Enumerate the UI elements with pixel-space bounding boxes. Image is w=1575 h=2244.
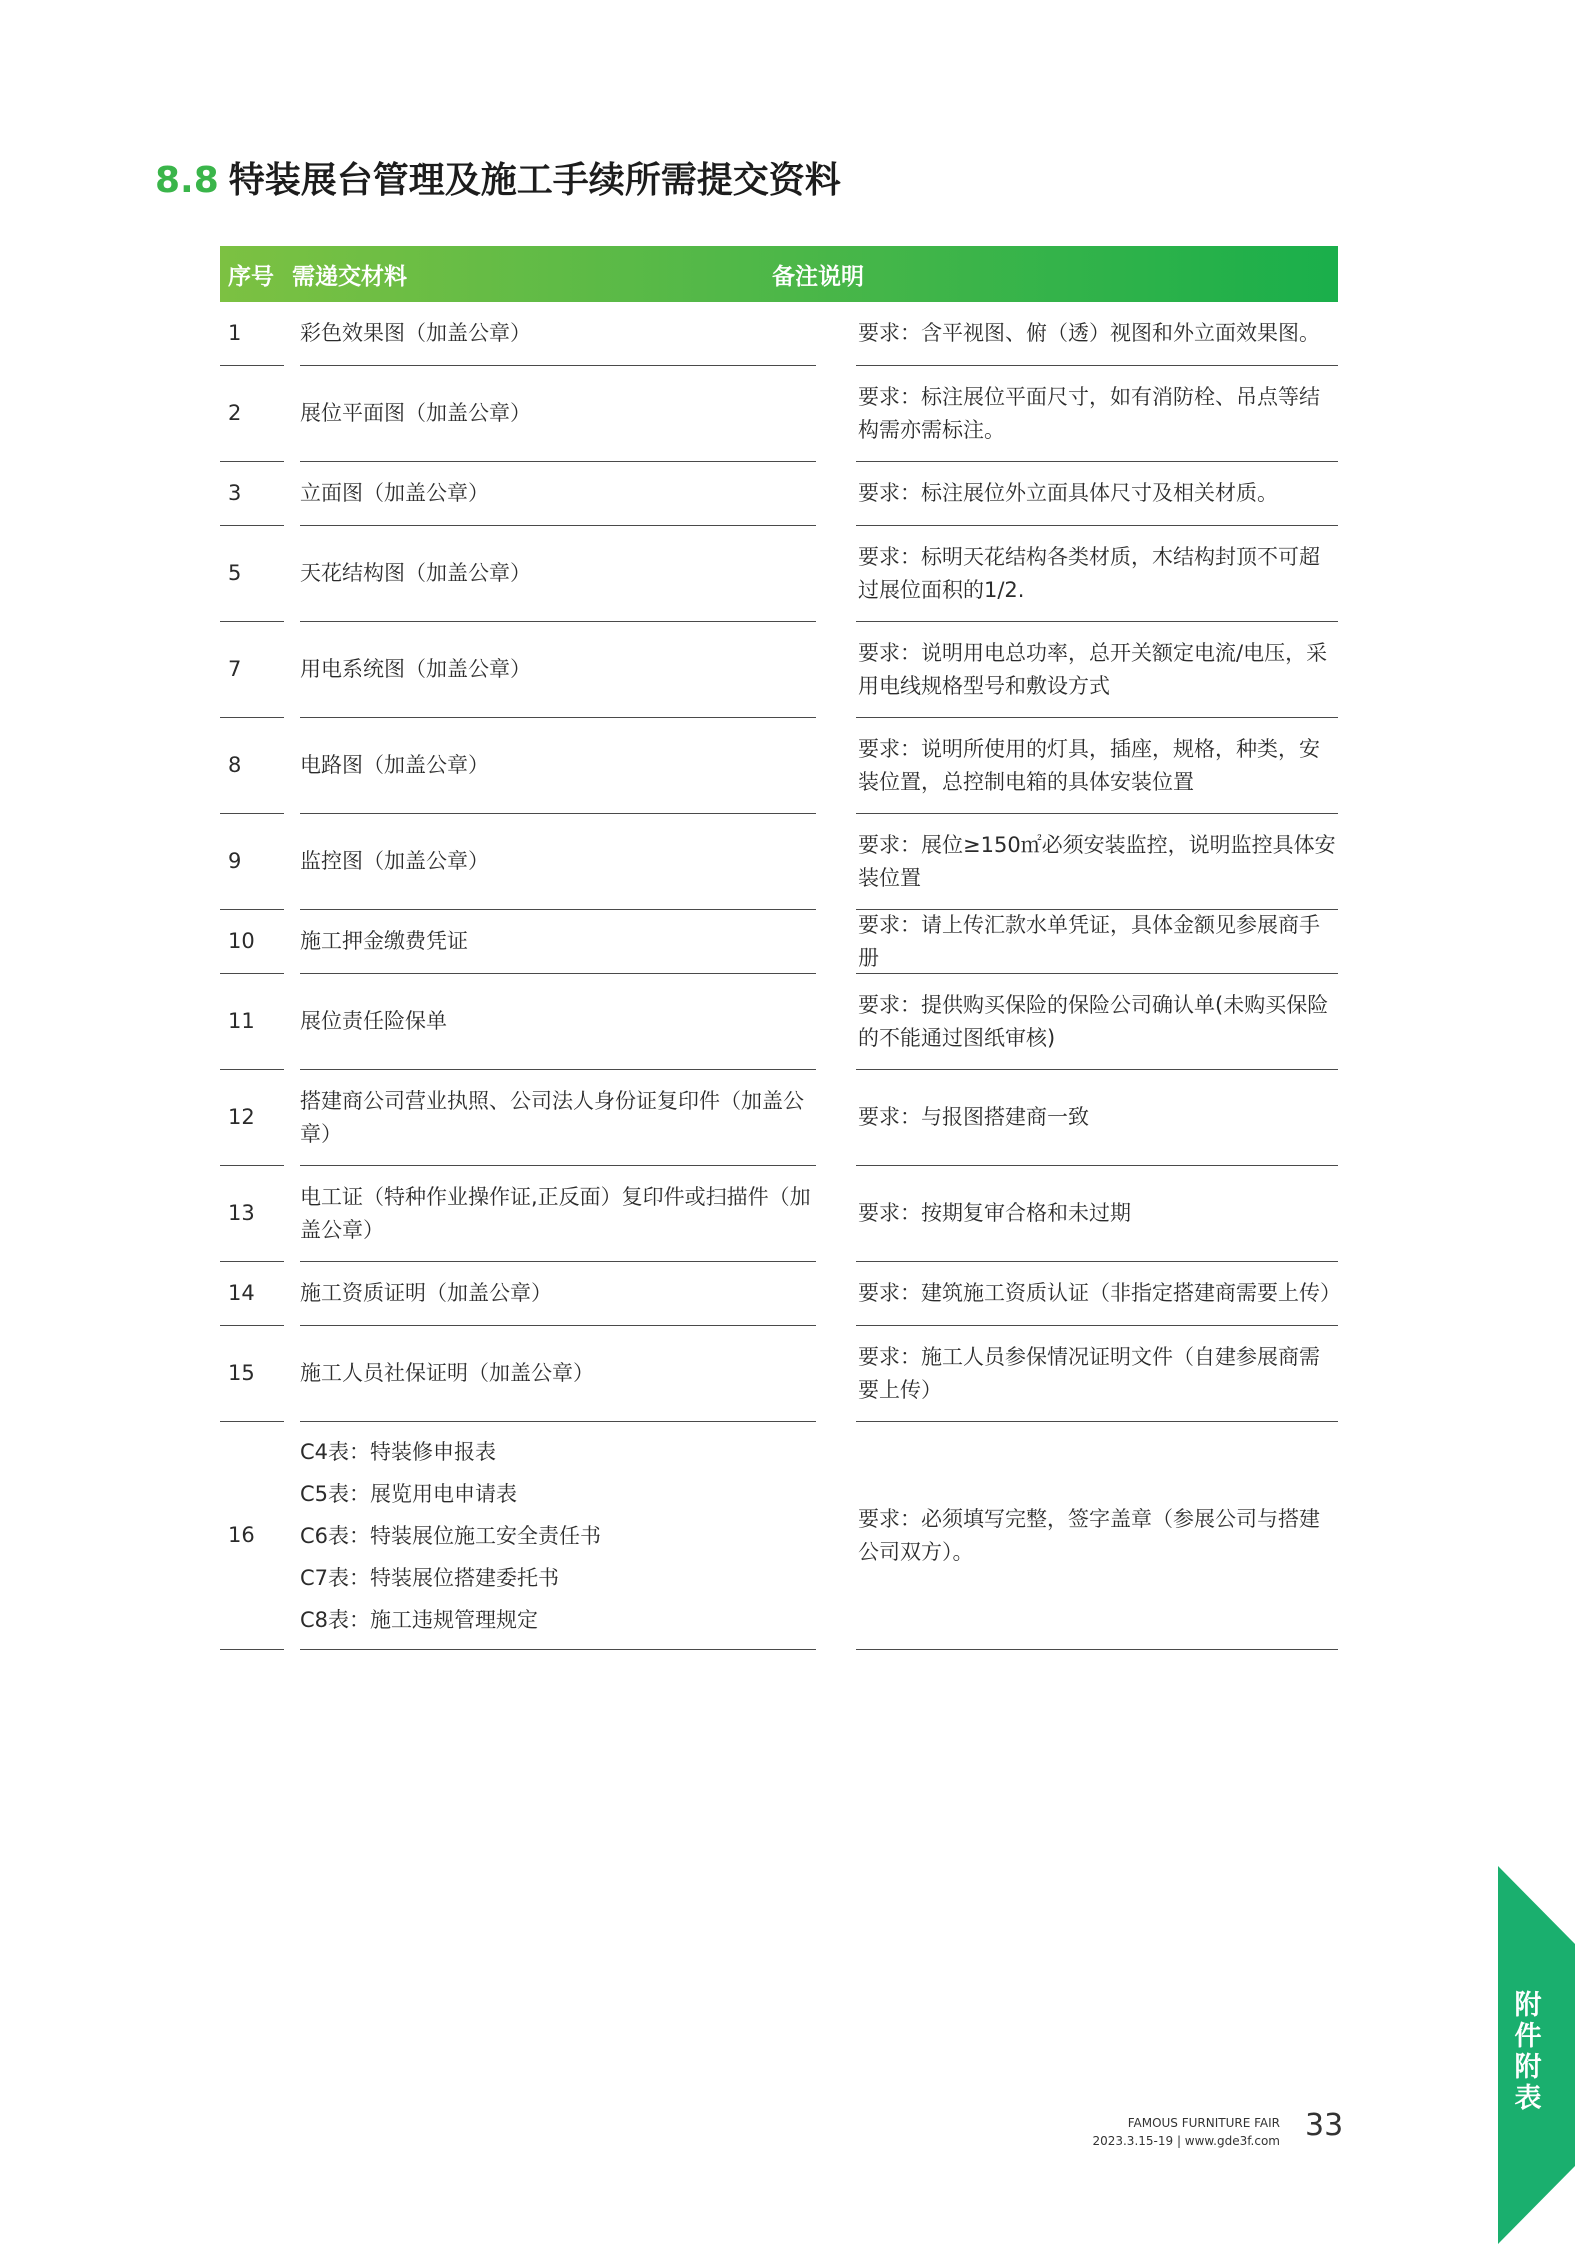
row-note: 要求：标注展位外立面具体尺寸及相关材质。: [856, 462, 1338, 526]
row-note: 要求：说明用电总功率，总开关额定电流/电压，采用电线规格型号和敷设方式: [856, 622, 1338, 718]
row-note: 要求：标注展位平面尺寸，如有消防栓、吊点等结构需亦需标注。: [856, 366, 1338, 462]
row-note: 要求：按期复审合格和未过期: [856, 1166, 1338, 1262]
table-row: [220, 1326, 1338, 1422]
table-row: [220, 1166, 1338, 1262]
table-header: [220, 246, 1338, 302]
table-row: [220, 366, 1338, 462]
row-number: 3: [220, 462, 284, 526]
header-no: 序号: [228, 263, 274, 290]
row-material: 电路图（加盖公章）: [300, 718, 816, 814]
row-number: 12: [220, 1070, 284, 1166]
table-row: [220, 622, 1338, 718]
row-number: 8: [220, 718, 284, 814]
form-list-item: C7表：特装展位搭建委托书: [300, 1565, 560, 1590]
row-number: 10: [220, 910, 284, 974]
table-row: [220, 526, 1338, 622]
row-material: 监控图（加盖公章）: [300, 814, 816, 910]
row-material: 彩色效果图（加盖公章）: [300, 302, 816, 366]
side-tab-label: [1508, 1990, 1548, 2114]
table-row: [220, 462, 1338, 526]
row-material: 施工资质证明（加盖公章）: [300, 1262, 816, 1326]
row-note: 要求：提供购买保险的保险公司确认单(未购买保险的不能通过图纸审核): [856, 974, 1338, 1070]
section-title: 特装展台管理及施工手续所需提交资料: [228, 160, 841, 201]
row-material: 施工人员社保证明（加盖公章）: [300, 1326, 816, 1422]
row-note: 要求：请上传汇款水单凭证，具体金额见参展商手册: [856, 910, 1338, 974]
header-note: 备注说明: [772, 263, 864, 290]
table-row: [220, 1422, 1338, 1650]
row-material: 施工押金缴费凭证: [300, 910, 816, 974]
table-row: [220, 302, 1338, 366]
row-material: [300, 1422, 816, 1650]
side-tab-char: 件: [1514, 2021, 1542, 2052]
row-note: 要求：说明所使用的灯具，插座，规格，种类，安装位置，总控制电箱的具体安装位置: [856, 718, 1338, 814]
row-note: 要求：施工人员参保情况证明文件（自建参展商需要上传）: [856, 1326, 1338, 1422]
side-tab-char: 表: [1514, 2083, 1542, 2114]
row-number: 11: [220, 974, 284, 1070]
row-material: 天花结构图（加盖公章）: [300, 526, 816, 622]
materials-table: [220, 246, 1341, 1650]
row-number: 1: [220, 302, 284, 366]
side-tab-char: 附: [1514, 1990, 1542, 2021]
row-note: 要求：与报图搭建商一致: [856, 1070, 1338, 1166]
row-number: 9: [220, 814, 284, 910]
table-row: [220, 1262, 1341, 1326]
header-material: 需递交材料: [292, 263, 407, 290]
footer-info: [1070, 2114, 1280, 2150]
row-note: 要求：必须填写完整，签字盖章（参展公司与搭建公司双方）。: [856, 1422, 1338, 1650]
form-list-item: C6表：特装展位施工安全责任书: [300, 1523, 602, 1548]
row-material: 展位责任险保单: [300, 974, 816, 1070]
row-material: 电工证（特种作业操作证,正反面）复印件或扫描件（加盖公章）: [300, 1166, 816, 1262]
row-material: 搭建商公司营业执照、公司法人身份证复印件（加盖公章）: [300, 1070, 816, 1166]
row-number: 14: [220, 1262, 284, 1326]
table-row: [220, 910, 1338, 974]
table-row: [220, 814, 1338, 910]
form-list-item: C4表：特装修申报表: [300, 1439, 497, 1464]
row-note: 要求：含平视图、俯（透）视图和外立面效果图。: [856, 302, 1338, 366]
form-list-item: C8表：施工违规管理规定: [300, 1607, 539, 1632]
footer-date-url: 2023.3.15-19 | www.gde3f.com: [1092, 2134, 1280, 2148]
row-number: 16: [220, 1422, 284, 1650]
page-title: [155, 152, 841, 203]
page-number: 33: [1305, 2108, 1344, 2143]
row-number: 5: [220, 526, 284, 622]
row-number: 7: [220, 622, 284, 718]
table-body: [220, 302, 1341, 1650]
form-list-item: C5表：展览用电申请表: [300, 1481, 518, 1506]
table-row: [220, 718, 1338, 814]
table-row: [220, 974, 1338, 1070]
row-number: 13: [220, 1166, 284, 1262]
footer-fair-name: FAMOUS FURNITURE FAIR: [1127, 2116, 1280, 2130]
row-note: 要求：标明天花结构各类材质，木结构封顶不可超过展位面积的1/2.: [856, 526, 1338, 622]
row-material: 立面图（加盖公章）: [300, 462, 816, 526]
row-material: 展位平面图（加盖公章）: [300, 366, 816, 462]
row-note: 要求：建筑施工资质认证（非指定搭建商需要上传）: [856, 1262, 1338, 1326]
row-note: 要求：展位≥150㎡必须安装监控，说明监控具体安装位置: [856, 814, 1338, 910]
table-row: [220, 1070, 1338, 1166]
row-material: 用电系统图（加盖公章）: [300, 622, 816, 718]
row-number: 15: [220, 1326, 284, 1422]
section-number: 8.8: [155, 160, 219, 201]
side-tab-char: 附: [1514, 2052, 1542, 2083]
row-number: 2: [220, 366, 284, 462]
